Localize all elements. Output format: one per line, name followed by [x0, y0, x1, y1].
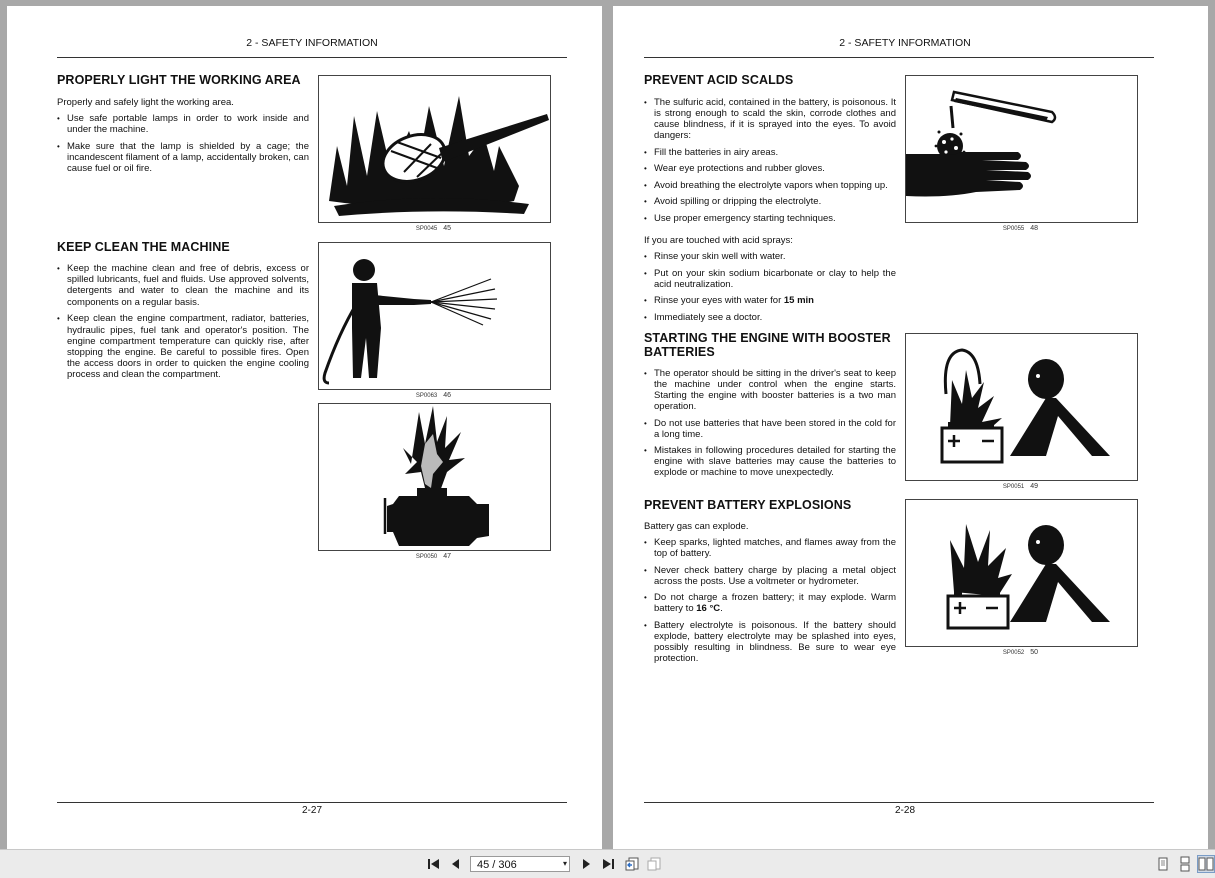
running-head: 2 - SAFETY INFORMATION [839, 37, 971, 49]
figure-lamp-fire [318, 75, 551, 223]
bullet-list-booster [644, 368, 896, 484]
header-rule [57, 57, 567, 58]
rinse-eyes-duration: 15 min [783, 295, 814, 306]
bullet-list-light [57, 113, 309, 180]
bullet-list-acid [644, 97, 896, 229]
forward-view-icon [646, 856, 662, 872]
running-head: 2 - SAFETY INFORMATION [246, 37, 378, 49]
figure-code: SP0045 [415, 226, 438, 232]
list-item: • Immediately see a doctor. [644, 312, 896, 323]
page-number-input[interactable]: 45 / 306 [470, 856, 570, 872]
section-intro: Battery gas can explode. [644, 521, 749, 532]
continuous-view-button[interactable] [1177, 856, 1193, 872]
page-number: 2-28 [894, 805, 915, 816]
list-item: • Make sure that the lamp is shielded by a cage; the incandescent filament of a lamp, accidentally broken, can cause fuel or oil fire. [57, 141, 309, 175]
section-title-keep-clean: KEEP CLEAN THE MACHINE [57, 240, 230, 254]
figure-number: 45 [443, 225, 452, 232]
list-item: • Avoid spilling or dripping the electrolyte. [644, 196, 896, 207]
two-page-view-button[interactable] [1198, 856, 1214, 872]
single-page-view-button[interactable] [1155, 856, 1171, 872]
first-page-button[interactable] [426, 856, 442, 872]
figure-code: SP0052 [1002, 650, 1025, 656]
first-page-icon [426, 856, 442, 872]
list-item: • Do not use batteries that have been stored in the cold for a long time. [644, 418, 896, 440]
list-item: • Mistakes in following procedures detailed for starting the engine with slave batteries may cause the batteries to explode or machine to move unexpectedly. [644, 445, 896, 478]
last-page-button[interactable] [600, 856, 616, 872]
engine-fire-illustration [319, 404, 550, 550]
booster-battery-illustration [906, 334, 1137, 480]
battery-explosion-illustration [906, 500, 1137, 646]
two-page-icon [1198, 856, 1214, 872]
frozen-battery-text: Do not charge a frozen battery; it may explode. Warm battery to [654, 592, 896, 614]
list-item [644, 592, 896, 614]
bullet-list-explosions [644, 537, 896, 669]
bullet-list-clean [57, 263, 309, 386]
bullet-list-acid-contact [644, 251, 896, 328]
continuous-page-icon [1177, 856, 1193, 872]
figure-caption [318, 225, 549, 232]
viewer-toolbar [0, 849, 1215, 878]
figure-number: 49 [1030, 483, 1039, 490]
right-page [613, 6, 1208, 849]
figure-number: 47 [443, 553, 452, 560]
figure-caption [318, 553, 549, 560]
figure-caption [905, 483, 1136, 490]
figure-number: 46 [443, 392, 452, 399]
section-title-booster-batteries: STARTING THE ENGINE WITH BOOSTER BATTERIES [644, 331, 891, 359]
list-item: • Keep the machine clean and free of debris, excess or spilled lubricants, fuel and fluids. Use approved solvents, detergents and water to clean the machine and its components on a regular basis. [57, 263, 309, 308]
go-back-view-button[interactable] [624, 856, 640, 872]
list-item: • Fill the batteries in airy areas. [644, 147, 896, 158]
figure-code: SP0055 [1002, 226, 1025, 232]
figure-engine-fire [318, 403, 551, 551]
figure-pressure-washer [318, 242, 551, 390]
rinse-eyes-text: Rinse your eyes with water for [654, 295, 784, 306]
list-item: • Rinse your skin well with water. [644, 251, 896, 262]
figure-code: SP0051 [1002, 484, 1025, 490]
list-item: • Wear eye protections and rubber gloves. [644, 163, 896, 174]
single-page-icon [1155, 856, 1171, 872]
acid-hand-illustration [906, 76, 1137, 222]
previous-page-button[interactable] [448, 856, 464, 872]
figure-code: SP0050 [415, 554, 438, 560]
next-page-icon [578, 856, 594, 872]
acid-contact-intro: If you are touched with acid sprays: [644, 235, 793, 246]
lamp-fire-illustration [319, 76, 550, 222]
list-item: • Avoid breathing the electrolyte vapors when topping up. [644, 180, 896, 191]
figure-caption [318, 392, 549, 399]
list-item: • The sulfuric acid, contained in the battery, is poisonous. It is strong enough to scald the skin, corrode clothes and cause blindness, if it is sprayed into the eyes. To avoid dangers: [644, 97, 896, 141]
page-dropdown-arrow[interactable]: ▾ [562, 859, 567, 868]
section-title-battery-explosions: PREVENT BATTERY EXPLOSIONS [644, 498, 852, 512]
figure-booster-battery [905, 333, 1138, 481]
figure-number: 48 [1030, 225, 1039, 232]
list-item [644, 295, 896, 306]
left-page [7, 6, 602, 849]
figure-acid-hand [905, 75, 1138, 223]
list-item: • Never check battery charge by placing a metal object across the posts. Use a voltmeter or hydrometer. [644, 565, 896, 587]
figure-caption [905, 225, 1136, 232]
back-view-icon [624, 856, 640, 872]
list-item: • Keep sparks, lighted matches, and flames away from the top of battery. [644, 537, 896, 559]
pressure-washer-illustration [319, 243, 550, 389]
go-forward-view-button[interactable] [646, 856, 662, 872]
page-number: 2-27 [301, 805, 322, 816]
figure-caption [905, 649, 1136, 656]
list-item: • Use safe portable lamps in order to work inside and under the machine. [57, 113, 309, 135]
figure-code: SP0063 [415, 393, 438, 399]
footer-rule [644, 802, 1154, 803]
list-item: • Battery electrolyte is poisonous. If the battery should explode, battery electrolyte may be splashed into eyes, possibly resulting in blindness. Be sure to wear eye protection. [644, 620, 896, 664]
list-item: • Keep clean the engine compartment, radiator, batteries, hydraulic pipes, fuel tank and operator's position. The engine compartment temperature can quickly rise, after stopping the engine. Be careful to possible fires. Open the access doors in order to quicken the engine cooling process and clean the compartment. [57, 313, 309, 380]
frozen-battery-suffix: . [720, 603, 723, 614]
figure-battery-explosion [905, 499, 1138, 647]
footer-rule [57, 802, 567, 803]
next-page-button[interactable] [578, 856, 594, 872]
section-intro: Properly and safely light the working area. [57, 97, 234, 108]
figure-number: 50 [1030, 649, 1039, 656]
section-title-light-working-area: PROPERLY LIGHT THE WORKING AREA [57, 73, 301, 87]
header-rule [644, 57, 1154, 58]
section-title-acid-scalds: PREVENT ACID SCALDS [644, 73, 794, 87]
last-page-icon [600, 856, 616, 872]
list-item: • Put on your skin sodium bicarbonate or clay to help the acid neutralization. [644, 268, 896, 290]
previous-page-icon [448, 856, 464, 872]
list-item: • The operator should be sitting in the driver's seat to keep the machine under control when the engine starts. Starting the engine with booster batteries is a two man operation. [644, 368, 896, 412]
frozen-battery-temp: 16 °C [696, 603, 721, 614]
list-item: • Use proper emergency starting techniques. [644, 213, 896, 224]
